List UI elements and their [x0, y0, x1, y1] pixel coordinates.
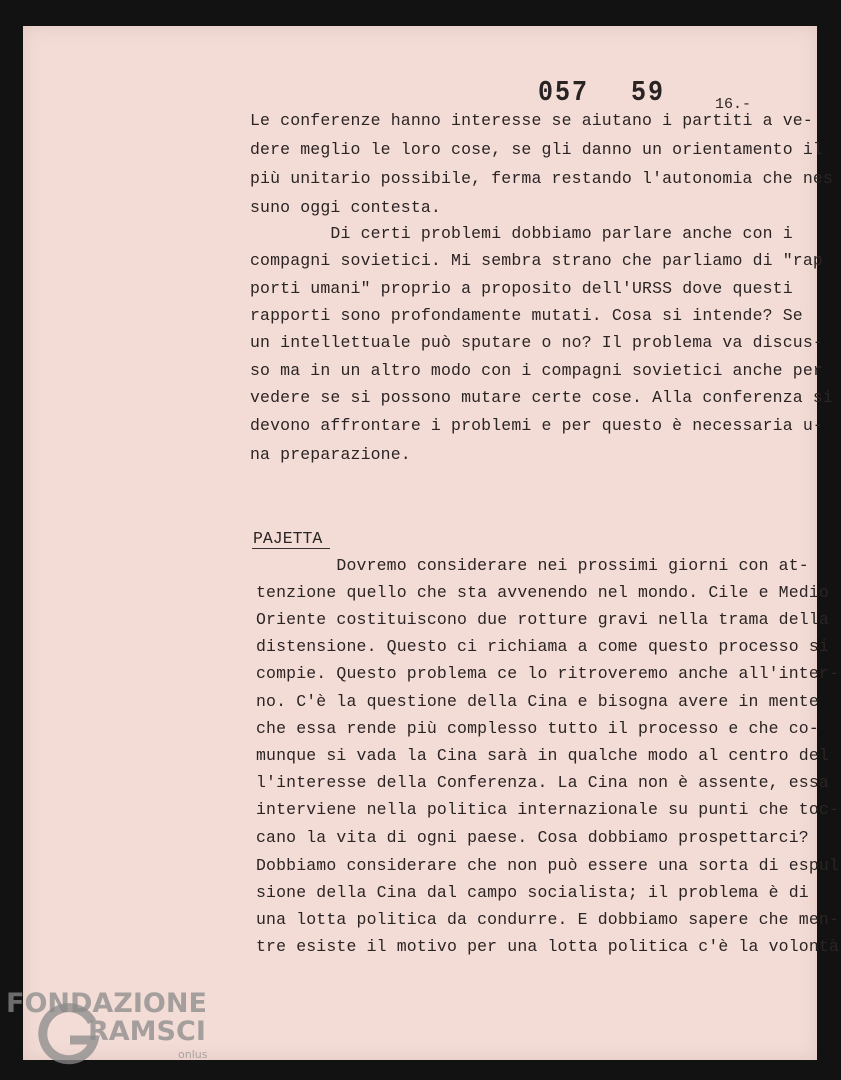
text-line: Di certi problemi dobbiamo parlare anche con i	[250, 224, 793, 243]
text-line: porti umani" proprio a proposito dell'URSS dove questi	[250, 279, 793, 298]
text-line: munque si vada la Cina sarà in qualche modo al centro del	[256, 746, 829, 765]
text-line: rapporti sono profondamente mutati. Cosa si intende? Se	[250, 306, 803, 325]
text-line: Le conferenze hanno interesse se aiutano i partiti a ve-	[250, 111, 813, 130]
logo-text-line1: FONDAZIONE	[6, 988, 207, 1019]
speaker-underline	[252, 548, 330, 549]
text-line: compagni sovietici. Mi sembra strano che parliamo di "rap	[250, 251, 823, 270]
logo-text-line2: RAMSCI	[88, 1016, 206, 1047]
text-line: na preparazione.	[250, 445, 411, 464]
text-line: Dovremo considerare nei prossimi giorni con at-	[256, 556, 809, 575]
page-number: 16.-	[715, 96, 752, 113]
text-line: cano la vita di ogni paese. Cosa dobbiamo prospettarci?	[256, 828, 809, 847]
text-line: un intellettuale può sputare o no? Il problema va discus-	[250, 333, 823, 352]
text-line: compie. Questo problema ce lo ritroveremo anche all'inter-	[256, 664, 839, 683]
text-line: tenzione quello che sta avvenendo nel mondo. Cile e Medio	[256, 583, 829, 602]
text-line: più unitario possibile, ferma restando l'autonomia che nes	[250, 169, 833, 188]
text-line: so ma in un altro modo con i compagni sovietici anche per	[250, 361, 823, 380]
document-page	[23, 26, 839, 1060]
text-line: che essa rende più complesso tutto il processo e che co-	[256, 719, 819, 738]
text-line: interviene nella politica internazionale su punti che toc-	[256, 800, 839, 819]
logo-onlus: onlus	[178, 1048, 208, 1061]
archive-code-b: 59	[631, 75, 666, 110]
text-line: l'interesse della Conferenza. La Cina non è assente, essa	[256, 773, 829, 792]
text-line: no. C'è la questione della Cina e bisogna avere in mente	[256, 692, 819, 711]
speaker-name: PAJETTA	[253, 529, 323, 548]
text-line: distensione. Questo ci richiama a come questo processo si	[256, 637, 829, 656]
text-line: dere meglio le loro cose, se gli danno un orientamento il	[250, 140, 823, 159]
text-line: una lotta politica da condurre. E dobbiamo sapere che men-	[256, 910, 839, 929]
text-line: devono affrontare i problemi e per questo è necessaria u-	[250, 416, 823, 435]
text-line: Dobbiamo considerare che non può essere una sorta di espul	[256, 856, 839, 875]
fondazione-gramsci-logo	[6, 988, 216, 1078]
text-line: Oriente costituiscono due rotture gravi nella trama della	[256, 610, 829, 629]
text-line: vedere se si possono mutare certe cose. Alla conferenza si	[250, 388, 833, 407]
text-line: suno oggi contesta.	[250, 198, 441, 217]
text-line: tre esiste il motivo per una lotta politica c'è la volontà	[256, 937, 839, 956]
archive-code-a: 057	[538, 75, 590, 110]
text-line: sione della Cina dal campo socialista; il problema è di	[256, 883, 809, 902]
